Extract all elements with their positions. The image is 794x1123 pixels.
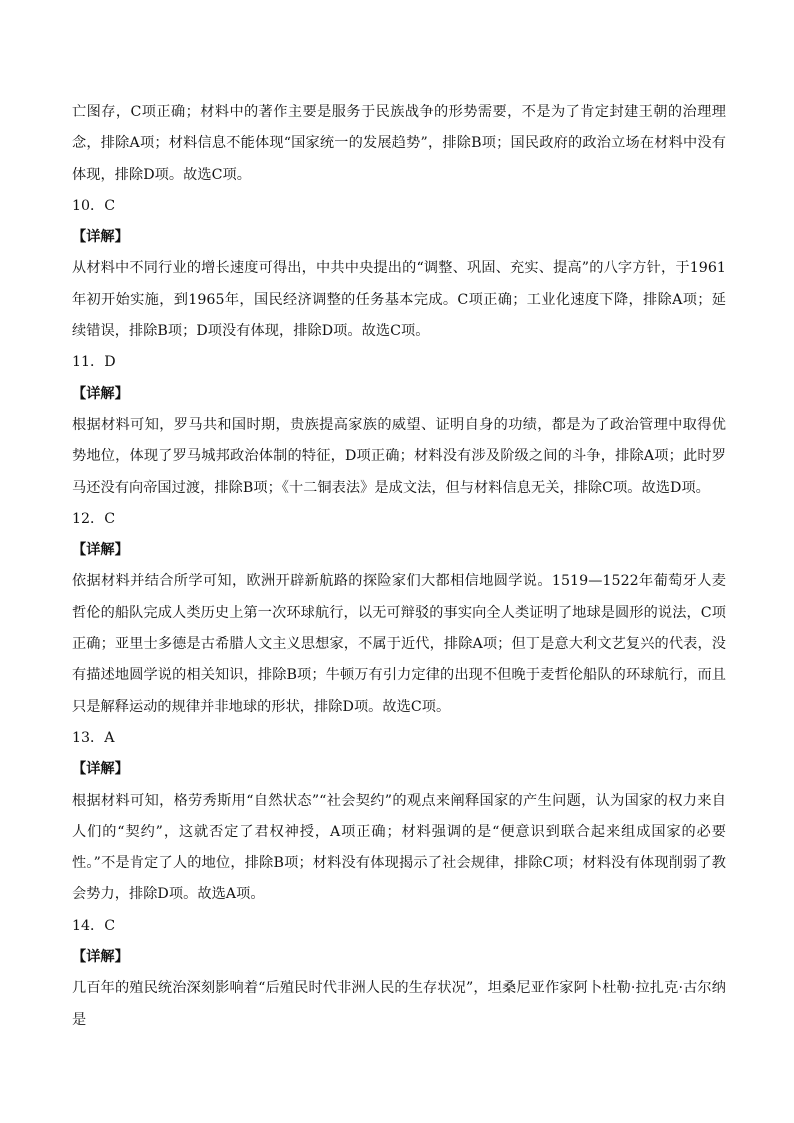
question-14-detail-tag: 【详解】 <box>72 949 129 966</box>
question-11-detail-tag: 【详解】 <box>72 385 129 402</box>
question-11-explanation: 根据材料可知，罗马共和国时期，贵族提高家族的威望、证明自身的功绩，都是为了政治管理中取得优势地位，体现了罗马城邦政治体制的特征，D项正确；材料没有涉及阶级之间的斗争，排除A项；此时罗马还没有向帝国过渡，排除B项；《十二铜表法》是成文法，但与材料信息无关，排除C项。故选D项。 <box>72 416 726 496</box>
question-13-detail-tag: 【详解】 <box>72 761 129 778</box>
question-10-explanation: 从材料中不同行业的增长速度可得出，中共中央提出的“调整、巩固、充实、提高”的八字方针，于1961年初开始实施，到1965年，国民经济调整的任务基本完成。C项正确；工业化速度下降，排除A项；延续错误，排除B项；D项没有体现，排除D项。故选C项。 <box>72 260 726 340</box>
question-14-explanation: 几百年的殖民统治深刻影响着“后殖民时代非洲人民的生存状况”，坦桑尼亚作家阿卜杜勒·拉扎克·古尔纳是 <box>72 980 726 1028</box>
question-12-answer: 12．C <box>72 510 116 527</box>
question-14-answer: 14．C <box>72 917 116 934</box>
continued-paragraph: 亡图存，C项正确；材料中的著作主要是服务于民族战争的形势需要，不是为了肯定封建王朝的治理理念，排除A项；材料信息不能体现“国家统一的发展趋势”，排除B项；国民政府的政治立场在材料中没有体现，排除D项。故选C项。 <box>72 104 726 183</box>
question-13-answer: 13．A <box>72 729 115 746</box>
question-11-answer: 11．D <box>72 354 116 371</box>
document-page <box>72 97 726 1036</box>
question-12-detail-tag: 【详解】 <box>72 542 129 559</box>
question-13-explanation: 根据材料可知，格劳秀斯用“自然状态”“社会契约”的观点来阐释国家的产生问题，认为国家的权力来自人们的“契约”，这就否定了君权神授，A项正确；材料强调的是“便意识到联合起来组成国家的必要性。”不是肯定了人的地位，排除B项；材料没有体现揭示了社会规律，排除C项；材料没有体现削弱了教会势力，排除D项。故选A项。 <box>72 792 726 903</box>
question-10-detail-tag: 【详解】 <box>72 229 129 246</box>
question-10-answer: 10．C <box>72 197 116 214</box>
question-12-explanation: 依据材料并结合所学可知，欧洲开辟新航路的探险家们大都相信地圆学说。1519—1522年葡萄牙人麦哲伦的船队完成人类历史上第一次环球航行，以无可辩驳的事实向全人类证明了地球是圆形的说法，C项正确；亚里士多德是古希腊人文主义思想家，不属于近代，排除A项；但丁是意大利文艺复兴的代表，没有描述地圆学说的相关知识，排除B项；牛顿万有引力定律的出现不但晚于麦哲伦船队的环球航行，而且只是解释运动的规律并非地球的形状，排除D项。故选C项。 <box>72 573 726 715</box>
